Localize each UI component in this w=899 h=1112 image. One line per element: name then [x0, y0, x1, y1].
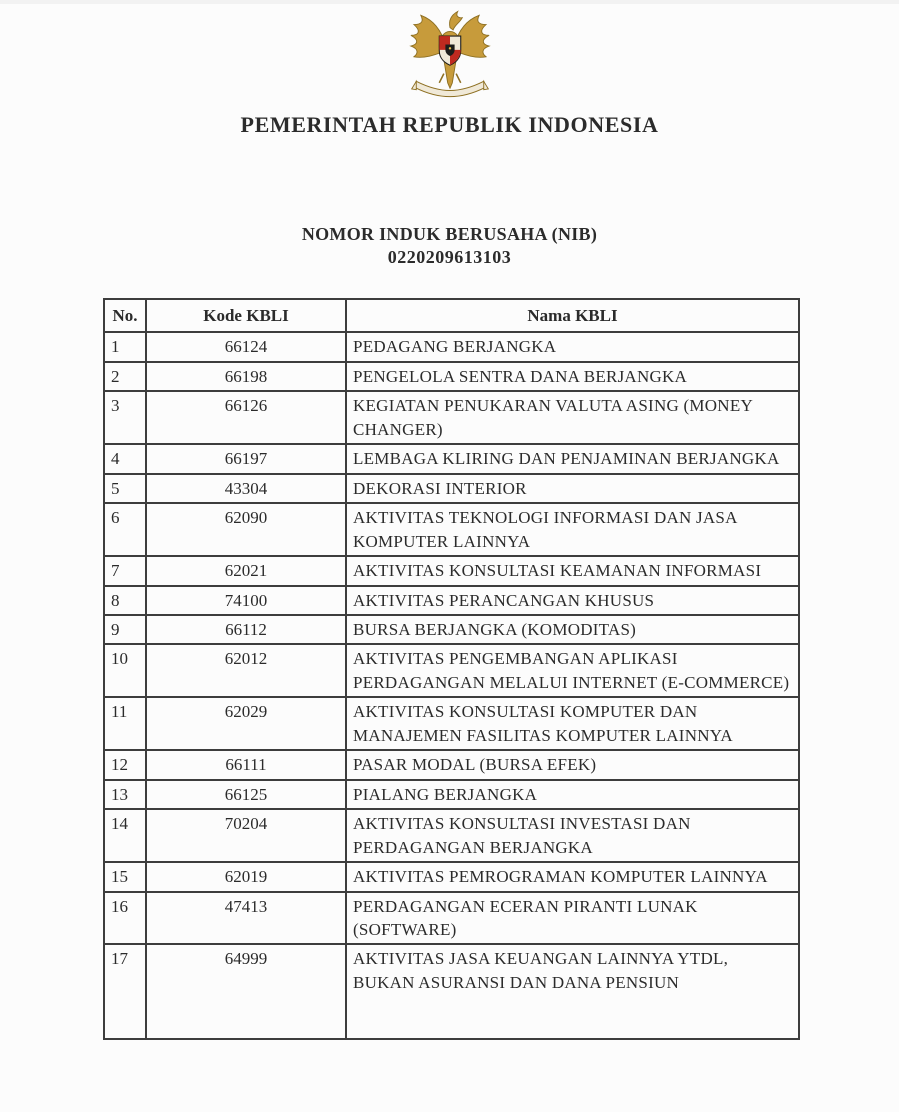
cell-no: 4: [104, 444, 146, 473]
cell-kode: 66124: [146, 332, 346, 361]
cell-nama: AKTIVITAS KONSULTASI KEAMANAN INFORMASI: [346, 556, 799, 585]
table-row: [104, 391, 799, 444]
cell-kode: 66111: [146, 750, 346, 779]
cell-kode: 66126: [146, 391, 346, 444]
table-row: [104, 809, 799, 862]
cell-no: 3: [104, 391, 146, 444]
cell-no: 2: [104, 362, 146, 391]
cell-nama: PEDAGANG BERJANGKA: [346, 332, 799, 361]
garuda-emblem: [0, 6, 899, 106]
cell-kode: 47413: [146, 892, 346, 945]
cell-kode: 74100: [146, 586, 346, 615]
cell-no: 14: [104, 809, 146, 862]
cell-nama: AKTIVITAS PEMROGRAMAN KOMPUTER LAINNYA: [346, 862, 799, 891]
garuda-pancasila-icon: [404, 6, 496, 106]
col-header-nama: Nama KBLI: [346, 299, 799, 332]
cell-no: 16: [104, 892, 146, 945]
cell-no: 12: [104, 750, 146, 779]
table-row: [104, 750, 799, 779]
cell-no: 11: [104, 697, 146, 750]
cell-nama: AKTIVITAS JASA KEUANGAN LAINNYA YTDL, BUKAN ASURANSI DAN DANA PENSIUN: [346, 944, 799, 1039]
nib-number: 0220209613103: [387, 247, 512, 267]
cell-nama: PIALANG BERJANGKA: [346, 780, 799, 809]
cell-no: 10: [104, 644, 146, 697]
cell-no: 15: [104, 862, 146, 891]
table-row: [104, 332, 799, 361]
table-row: [104, 892, 799, 945]
table-row: [104, 780, 799, 809]
cell-kode: 64999: [146, 944, 346, 1039]
cell-kode: 66112: [146, 615, 346, 644]
cell-kode: 43304: [146, 474, 346, 503]
cell-nama: KEGIATAN PENUKARAN VALUTA ASING (MONEY CHANGER): [346, 391, 799, 444]
cell-nama: AKTIVITAS PENGEMBANGAN APLIKASI PERDAGANGAN MELALUI INTERNET (E-COMMERCE): [346, 644, 799, 697]
cell-nama: LEMBAGA KLIRING DAN PENJAMINAN BERJANGKA: [346, 444, 799, 473]
table-row: [104, 444, 799, 473]
table-row: [104, 697, 799, 750]
table-row: [104, 944, 799, 1039]
cell-kode: 62019: [146, 862, 346, 891]
cell-no: 6: [104, 503, 146, 556]
cell-nama: AKTIVITAS KONSULTASI KOMPUTER DAN MANAJEMEN FASILITAS KOMPUTER LAINNYA: [346, 697, 799, 750]
col-header-no: No.: [104, 299, 146, 332]
table-row: [104, 644, 799, 697]
kbli-table-header: [104, 299, 799, 332]
table-row: [104, 362, 799, 391]
table-row: [104, 503, 799, 556]
page-title: PEMERINTAH REPUBLIK INDONESIA: [240, 112, 659, 137]
cell-kode: 62012: [146, 644, 346, 697]
cell-nama: PASAR MODAL (BURSA EFEK): [346, 750, 799, 779]
kbli-table-body: [104, 332, 799, 1039]
cell-kode: 66198: [146, 362, 346, 391]
cell-kode: 66125: [146, 780, 346, 809]
nib-block: [0, 224, 899, 268]
cell-kode: 62090: [146, 503, 346, 556]
cell-no: 8: [104, 586, 146, 615]
kbli-table: [103, 298, 800, 1040]
col-header-kode: Kode KBLI: [146, 299, 346, 332]
cell-no: 5: [104, 474, 146, 503]
cell-kode: 66197: [146, 444, 346, 473]
cell-no: 17: [104, 944, 146, 1039]
cell-kode: 70204: [146, 809, 346, 862]
cell-nama: DEKORASI INTERIOR: [346, 474, 799, 503]
cell-no: 7: [104, 556, 146, 585]
cell-no: 13: [104, 780, 146, 809]
nib-title: NOMOR INDUK BERUSAHA (NIB): [301, 224, 598, 244]
cell-no: 1: [104, 332, 146, 361]
table-row: [104, 615, 799, 644]
table-row: [104, 474, 799, 503]
cell-nama: AKTIVITAS TEKNOLOGI INFORMASI DAN JASA KOMPUTER LAINNYA: [346, 503, 799, 556]
table-row: [104, 862, 799, 891]
cell-nama: AKTIVITAS PERANCANGAN KHUSUS: [346, 586, 799, 615]
cell-nama: AKTIVITAS KONSULTASI INVESTASI DAN PERDAGANGAN BERJANGKA: [346, 809, 799, 862]
cell-no: 9: [104, 615, 146, 644]
cell-kode: 62029: [146, 697, 346, 750]
cell-nama: PENGELOLA SENTRA DANA BERJANGKA: [346, 362, 799, 391]
scan-edge-strip: [0, 0, 899, 4]
cell-kode: 62021: [146, 556, 346, 585]
table-row: [104, 586, 799, 615]
cell-nama: BURSA BERJANGKA (KOMODITAS): [346, 615, 799, 644]
cell-nama: PERDAGANGAN ECERAN PIRANTI LUNAK (SOFTWARE): [346, 892, 799, 945]
header-row: [104, 299, 799, 332]
table-row: [104, 556, 799, 585]
